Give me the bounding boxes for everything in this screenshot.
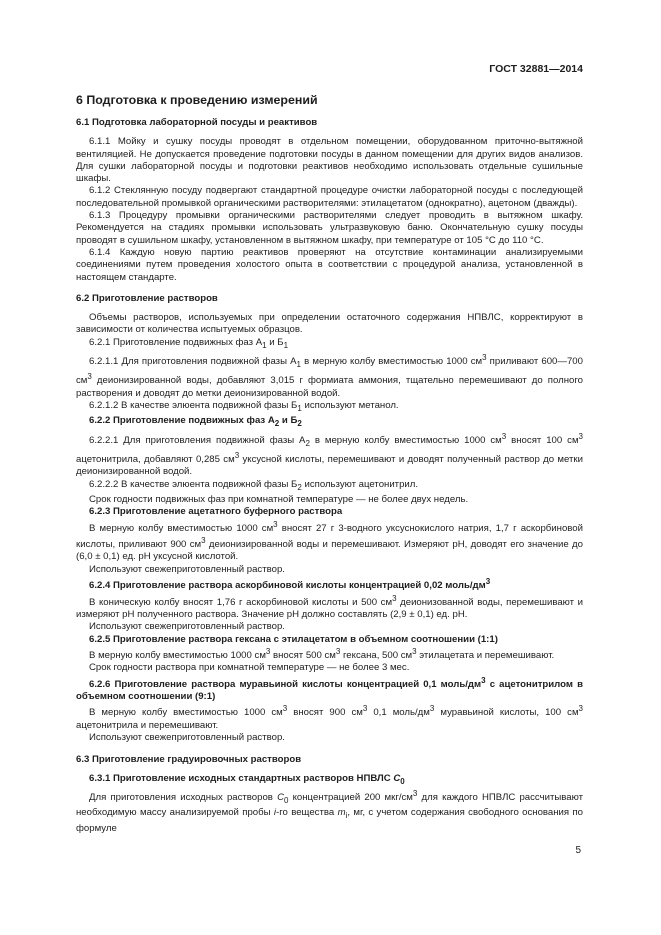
paragraph: Используют свежеприготовленный раствор. (89, 621, 285, 633)
paragraph-heading: 6.2.4 Приготовление раствора аскорбиновой кислоты концентрацией 0,02 моль/$дм^3$ (89, 577, 491, 592)
paragraph: 6.1.1 Мойку и сушку посуды проводят в отдельном помещении, оборудованном приточно-вытяжной вентиляцией. Не допускается проведение подготовки посуды в данном помещении для других видов анализов. Для сушки лабораторной посуды и подготовки реактивов необходимо использовать отдельные сушильные шкафы. (76, 136, 583, 185)
paragraph: 6.2.2.2 В качестве элюента подвижной фазы $Б_2$ используют ацетонитрил. (89, 478, 419, 492)
paragraph: Используют свежеприготовленный раствор. (89, 563, 285, 575)
paragraph: 6.2.2.1 Для приготовления подвижной фазы $А_2$ в мерную колбу вместимостью 1000 $см^3$ вносят 100 $см^3$ ацетонитрила, добавляют 0,285 $см^3$ уксусной кислоты, перемешивают и доводят полученный раствор до метки деионизированной водой. (76, 431, 583, 478)
paragraph: Срок годности раствора при комнатной температуре — не более 3 мес. (89, 662, 410, 674)
paragraph: Используют свежеприготовленный раствор. (89, 732, 285, 744)
paragraph: 6.2.1 Приготовление подвижных фаз $А_1$ и $Б_1$ (89, 336, 289, 350)
page-number: 5 (575, 845, 581, 856)
paragraph: В мерную колбу вместимостью 1000 $см^3$ вносят 500 $см^3$ гексана, 500 $см^3$ этилацетата и перемешивают. (89, 646, 555, 662)
paragraph: В коническую колбу вносят 1,76 г аскорбиновой кислоты и 500 $см^3$ деионизованной воды, перемешивают и измеряют рН полученного раствора. Значение рН должно составлять (2,9 ± 0,1) ед. рН. (76, 593, 583, 621)
paragraph: 6.1.2 Стеклянную посуду подвергают стандартной процедуре очистки лабораторной посуды с последующей последовательной промывкой органическими растворителями: этилацетатом (однократно), ацетоном (дважды). (76, 185, 583, 209)
document-body (76, 93, 583, 835)
paragraph: Объемы растворов, используемых при определении остаточного содержания НПВЛС, корректируют в зависимости от количества испытуемых образцов. (76, 312, 583, 336)
subsection-title: 6.2 Приготовление растворов (76, 292, 218, 304)
paragraph: В мерную колбу вместимостью 1000 $см^3$ вносят 27 г 3-водного уксуснокислого натрия, 1,7 г аскорбиновой кислоты, приливают 900 $см^3$ деионизированной воды и перемешивают. Измеряют рН, доводят его значение до (6,0 ± 0,1) ед. рН уксусной кислотой. (76, 519, 583, 563)
document-header: ГОСТ 32881—2014 (489, 63, 583, 75)
paragraph-heading: 6.3.1 Приготовление исходных стандартных растворов НПВЛС $C_0$ (89, 772, 405, 786)
section-title: 6 Подготовка к проведению измерений (76, 93, 318, 107)
paragraph: Срок годности подвижных фаз при комнатной температуре — не более двух недель. (89, 493, 469, 505)
paragraph-heading: 6.2.3 Приготовление ацетатного буферного раствора (89, 506, 343, 518)
paragraph-heading: 6.2.5 Приготовление раствора гексана с этилацетатом в объемном соотношении (1:1) (89, 633, 498, 645)
paragraph: 6.2.1.1 Для приготовления подвижной фазы $А_1$ в мерную колбу вместимостью 1000 $см^3$ приливают 600—700 $см^3$ деионизированной воды, добавляют 3,015 г формиата аммония, тщательно перемешивают до полного растворения и доводят до метки деионизированной водой. (76, 352, 583, 399)
paragraph: В мерную колбу вместимостью 1000 $см^3$ вносят 900 $см^3$ 0,1 моль/$дм^3$ муравьиной кислоты, 100 $см^3$ ацетонитрила и перемешивают. (76, 704, 583, 731)
paragraph-heading: 6.2.6 Приготовление раствора муравьиной кислоты концентрацией 0,1 моль/$дм^3$ с ацетонитрилом в объемном соотношении (9:1) (76, 675, 583, 703)
paragraph-heading: 6.2.2 Приготовление подвижных фаз $А_2$ и $Б_2$ (89, 415, 302, 429)
subsection-title: 6.3 Приготовление градуировочных растворов (76, 753, 302, 765)
paragraph: 6.1.3 Процедуру промывки органическими растворителями следует проводить в вытяжном шкафу. Рекомендуется на стадиях промывки использовать ультразвуковую баню. Окончательную сушку посуды проводят в сушильном шкафу, установленном в вытяжном шкафу, при температуре от 105 °С до 110 °С. (76, 210, 583, 246)
paragraph: 6.1.4 Каждую новую партию реактивов проверяют на отсутствие контаминации анализируемыми соединениями путем проведения холостого опыта в соответствии с процедурой анализа, установленной в настоящем стандарте. (76, 246, 583, 283)
paragraph: Для приготовления исходных растворов $C_0$ концентрацией 200 мкг/$см^3$ для каждого НПВЛС рассчитывают необходимую массу анализируемой пробы i-го вещества $m_i$, мг, с учетом содержания свободного основания по формуле (76, 789, 583, 834)
subsection-title: 6.1 Подготовка лабораторной посуды и реактивов (76, 117, 318, 128)
paragraph: 6.2.1.2 В качестве элюента подвижной фазы $Б_1$ используют метанол. (89, 400, 399, 414)
